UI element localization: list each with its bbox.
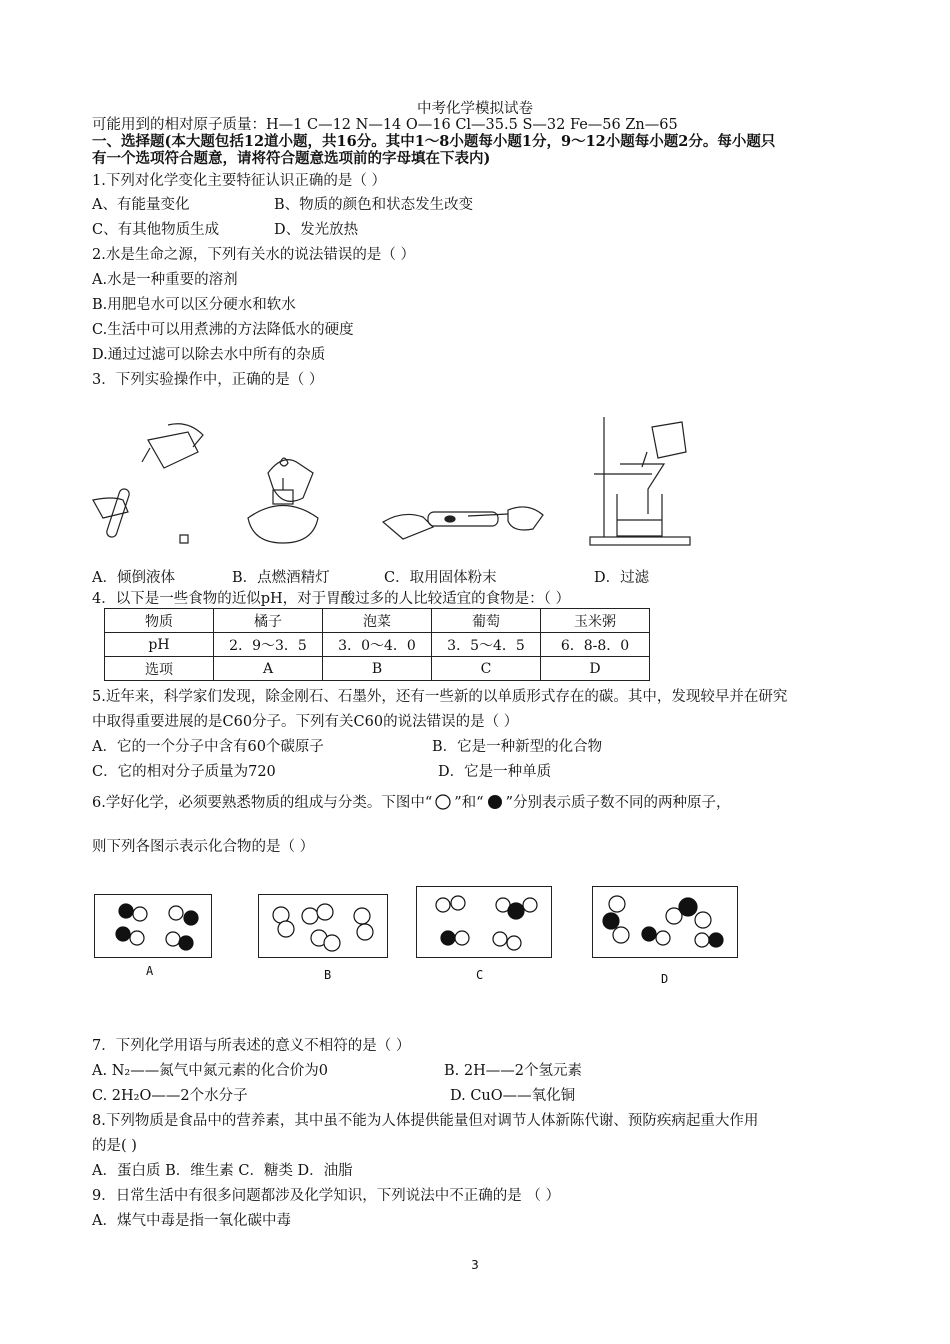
solid-powder-illustration [378, 492, 548, 542]
white-atom-icon [432, 793, 454, 811]
page-number: 3 [471, 1258, 479, 1272]
q2-option-a: A.水是一种重要的溶剂 [92, 272, 238, 288]
q8-stem-line1: 8.下列物质是食品中的营养素，其中虽不能为人体提供能量但对调节人体新陈代谢、预防疾病起重大作用 [92, 1113, 759, 1129]
diagram-label-d: D [661, 972, 669, 986]
q1-option-d: D、发光放热 [274, 222, 359, 238]
diagram-label-a: A [146, 964, 154, 978]
q5-stem-line1: 5.近年来，科学家们发现，除金刚石、石墨外，还有一些新的以单质形式存在的碳。其中，发现较早并在研究 [92, 689, 788, 705]
q5-stem-line2: 中取得重要进展的是C60分子。下列有关C60的说法错误的是（ ） [92, 714, 519, 730]
table-cell: pH [105, 633, 214, 657]
particle-box-d [592, 886, 738, 958]
q6-stem-part3: ”分别表示质子数不同的两种原子， [505, 795, 731, 811]
q1-stem: 1.下列对化学变化主要特征认识正确的是（ ） [92, 173, 386, 189]
table-cell: 2．9～3．5 [214, 633, 323, 657]
q1-option-a: A、有能量变化 [92, 197, 190, 213]
q7-option-a: A. N₂——氮气中氮元素的化合价为0 [92, 1063, 328, 1079]
alcohol-lamp-illustration [228, 448, 338, 553]
q9-option-a: A．煤气中毒是指一氧化碳中毒 [92, 1213, 291, 1229]
table-cell: D [541, 657, 650, 681]
particle-diagram-c [417, 887, 551, 957]
table-cell: 3．0～4．0 [323, 633, 432, 657]
q2-option-b: B.用肥皂水可以区分硬水和软水 [92, 297, 296, 313]
q7-option-b: B. 2H——2个氢元素 [444, 1063, 582, 1079]
particle-diagram-b [259, 895, 387, 957]
particle-diagram-d [593, 887, 737, 957]
q6-stem-part2: ”和“ [454, 795, 484, 811]
table-cell: 6．8-8．0 [541, 633, 650, 657]
diagram-label-c: C [476, 968, 484, 982]
table-row [105, 609, 650, 633]
q2-option-c: C.生活中可以用煮沸的方法降低水的硬度 [92, 322, 354, 338]
particle-box-a [94, 894, 212, 958]
q3-option-b: B．点燃酒精灯 [232, 570, 330, 586]
ph-table [104, 608, 650, 681]
q7-option-d: D. CuO——氧化铜 [450, 1088, 576, 1104]
table-cell: 选项 [105, 657, 214, 681]
table-cell: C [432, 657, 541, 681]
table-cell: 物质 [105, 609, 214, 633]
table-cell: B [323, 657, 432, 681]
table-cell: 葡萄 [432, 609, 541, 633]
section-heading-line1: 一、选择题(本大题包括12道小题，共16分。其中1～8小题每小题1分，9～12小题每小题2分。每小题只 [92, 133, 776, 150]
q2-option-d: D.通过过滤可以除去水中所有的杂质 [92, 347, 326, 363]
q7-stem: 7．下列化学用语与所表述的意义不相符的是（ ） [92, 1038, 411, 1054]
q6-stem-part1: 6.学好化学，必须要熟悉物质的组成与分类。下图中“ [92, 795, 433, 811]
q3-option-d: D．过滤 [594, 570, 650, 586]
q9-stem: 9．日常生活中有很多问题都涉及化学知识，下列说法中不正确的是 （ ） [92, 1188, 560, 1204]
q6-stem-line1 [92, 793, 731, 812]
diagram-label-b: B [324, 968, 332, 982]
particle-diagram-a [95, 895, 211, 957]
q5-option-a: A．它的一个分子中含有60个碳原子 [92, 739, 324, 755]
q5-option-d: D．它是一种单质 [438, 764, 552, 780]
q4-stem: 4．以下是一些食物的近似pH，对于胃酸过多的人比较适宜的食物是：（ ） [92, 591, 571, 607]
q1-option-c: C、有其他物质生成 [92, 222, 220, 238]
q3-option-a: A．倾倒液体 [92, 570, 175, 586]
table-cell: 橘子 [214, 609, 323, 633]
table-cell: 玉米粥 [541, 609, 650, 633]
particle-box-b [258, 894, 388, 958]
filtration-illustration [582, 412, 702, 552]
q8-stem-line2: 的是( ) [92, 1138, 137, 1154]
page-title: 中考化学模拟试卷 [417, 101, 533, 117]
black-atom-icon [484, 793, 506, 811]
q5-option-c: C．它的相对分子质量为720 [92, 764, 276, 780]
table-cell: 3．5～4．5 [432, 633, 541, 657]
table-cell: A [214, 657, 323, 681]
q7-option-c: C. 2H₂O——2个水分子 [92, 1088, 248, 1104]
q1-option-b: B、物质的颜色和状态发生改变 [274, 197, 474, 213]
table-cell: 泡菜 [323, 609, 432, 633]
q8-options: A．蛋白质 B．维生素 C．糖类 D．油脂 [92, 1163, 353, 1179]
q3-option-c: C．取用固体粉末 [384, 570, 497, 586]
section-heading-line2: 有一个选项符合题意，请将符合题意选项前的字母填在下表内) [92, 150, 491, 167]
q5-option-b: B．它是一种新型的化合物 [432, 739, 603, 755]
q3-stem: 3．下列实验操作中，正确的是（ ） [92, 372, 324, 388]
table-row [105, 657, 650, 681]
q6-stem-line2: 则下列各图示表示化合物的是（ ） [92, 839, 315, 855]
pour-liquid-illustration [88, 420, 218, 550]
atomic-masses: 可能用到的相对原子质量：H—1 C—12 N—14 O—16 Cl—35.5 S—32 Fe—56 Zn—65 [92, 117, 678, 133]
q2-stem: 2.水是生命之源，下列有关水的说法错误的是（ ） [92, 247, 415, 263]
particle-box-c [416, 886, 552, 958]
table-row [105, 633, 650, 657]
